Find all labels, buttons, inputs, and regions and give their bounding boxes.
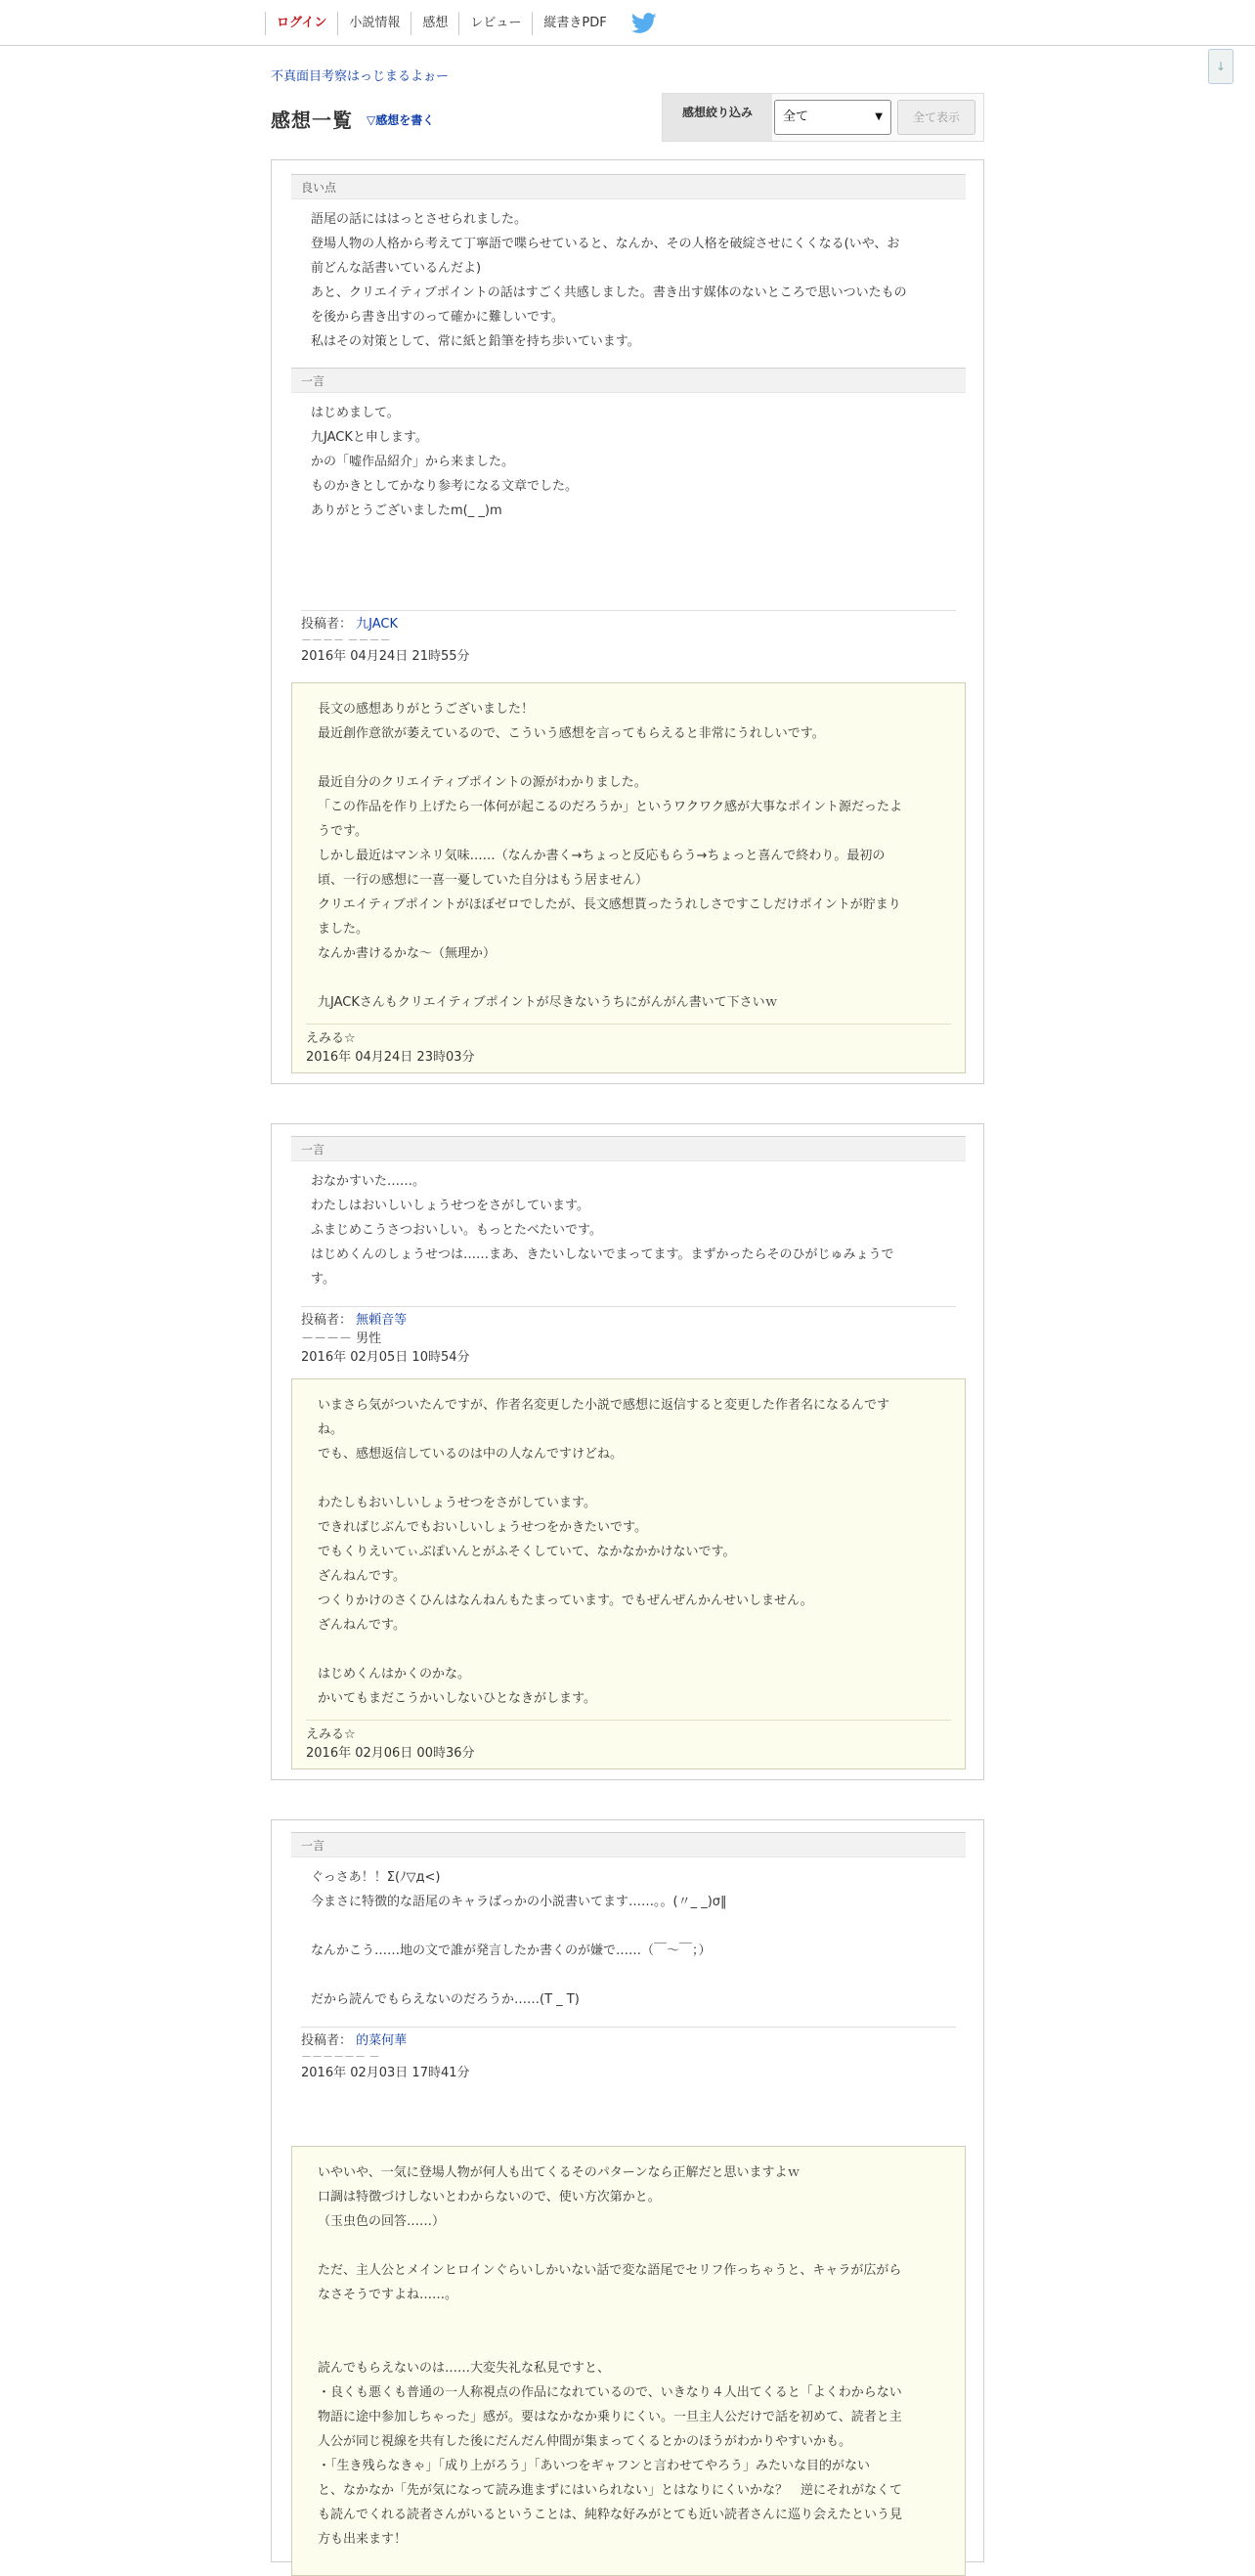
reply-line (318, 1637, 965, 1662)
posted-by-label: 投稿者： (301, 1313, 353, 1328)
reply-footer (306, 1024, 951, 1067)
nav-impressions[interactable]: 感想 (411, 12, 458, 35)
nav-login[interactable]: ログイン (265, 12, 337, 35)
reply-line: でもくりえいてぃぶぽいんとがふそくしていて、なかなかかけないです。 (318, 1545, 736, 1559)
reply-line: ざんねんです。 (318, 1618, 406, 1633)
comment-card (271, 1123, 984, 1780)
comment-line: あと、クリエイティブポイントの話はすごく共感しました。書き出す媒体のないところで思いついたもの (311, 285, 907, 300)
reply-line (318, 746, 965, 770)
comment-line: ものかきとしてかなり参考になる文章でした。 (311, 479, 579, 494)
reply-line: うです。 (318, 824, 368, 839)
reply-line: ね。 (318, 1422, 344, 1437)
comment-line: す。 (311, 1272, 335, 1287)
comment-line: わたしはおいしいしょうせつをさがしています。 (311, 1199, 589, 1213)
reply-line (318, 966, 965, 990)
comment-line: を後から書き出すのって確かに難しいです。 (311, 310, 564, 325)
author-meta: －－－－ 男性 (301, 1332, 382, 1346)
reply-author: えみる☆ (306, 1031, 356, 1046)
author-link[interactable]: 的菜何華 (356, 2033, 408, 2048)
comment-card (271, 1819, 984, 2562)
write-impression-link[interactable]: ▽感想を書く (367, 113, 435, 127)
top-navigation (0, 0, 1255, 46)
reply-line: 頃、一行の感想に一喜一憂していた自分はもう居ません） (318, 873, 649, 888)
reply-line (318, 2234, 965, 2258)
comment-line: なんかこう……地の文で誰が発言したか書くのが嫌で……（￣～￣；） (311, 1943, 712, 1958)
author-link[interactable]: 九JACK (356, 617, 399, 632)
reply-line: なんか書けるかな～（無理か） (318, 946, 497, 961)
reply-line: 読んでもらえないのは……大変失礼な私見ですと、 (318, 2361, 611, 2376)
comment-line: おなかすいた……。 (311, 1174, 426, 1189)
reply-line: わたしもおいしいしょうせつをさがしています。 (318, 1496, 596, 1510)
reply-line (318, 2307, 965, 2332)
reply-line: 最近自分のクリエイティブポイントの源がわかりました。 (318, 775, 647, 790)
section-heading: 一言 (291, 1832, 966, 1857)
filter-select[interactable] (774, 100, 891, 135)
reply-line: 方も出来ます！ (318, 2532, 408, 2547)
comment-date: 2016年 02月05日 10時54分 (301, 1350, 470, 1365)
reply-line: 長文の感想ありがとうございました！ (318, 702, 535, 717)
reply-line: はじめくんはかくのかな。 (318, 1667, 471, 1681)
comment-line (311, 1914, 966, 1939)
nav-novel-info[interactable]: 小説情報 (337, 12, 411, 35)
author-meta: －－－－－－ － (301, 2050, 380, 2063)
section-heading: 一言 (291, 1136, 966, 1161)
reply-line: いやいや、一気に登場人物が何人も出てくるそのパターンなら正解だと思いますよｗ (318, 2165, 801, 2180)
author-block (301, 2027, 956, 2082)
reply-line: ざんねんです。 (318, 1569, 406, 1584)
chevron-down-icon: ▼ (875, 111, 883, 122)
comment-line: 私はその対策として、常に紙と鉛筆を持ち歩いています。 (311, 334, 640, 349)
author-block (301, 610, 956, 666)
reply-line (318, 2332, 965, 2356)
posted-by-label: 投稿者： (301, 2033, 353, 2048)
comment-line: だから読んでもらえないのだろうか……(T _ T) (311, 1992, 580, 2007)
reply-date: 2016年 04月24日 23時03分 (306, 1050, 475, 1065)
reply-line: も読んでくれる読者さんがいるということは、純粋な好みがとても近い読者さんに巡り会えたという見 (318, 2508, 903, 2522)
author-meta: －－－－ －－－－ (301, 633, 391, 646)
reply-line: ・「生き残らなきゃ」「成り上がろう」「あいつをギャフンと言わせてやろう」みたいな目的がない (318, 2459, 870, 2473)
twitter-icon[interactable] (631, 12, 657, 35)
section-body (291, 393, 966, 523)
author-reply (291, 682, 966, 1073)
reply-line: ました。 (318, 922, 369, 937)
reply-author: えみる☆ (306, 1727, 356, 1742)
reply-line: 九JACKさんもクリエイティブポイントが尽きないうちにがんがん書いて下さいｗ (318, 995, 778, 1010)
reply-line: ただ、主人公とメインヒロインぐらいしかいない話で変な語尾でセリフ作っちゃうと、キャラが広がら (318, 2263, 902, 2278)
reply-line: 人公が同じ視線を共有した後にだんだん仲間が集まってくるとかのほうがわかりやすいかも。 (318, 2434, 852, 2449)
comment-date: 2016年 04月24日 21時55分 (301, 649, 470, 664)
scroll-down-button[interactable]: ↓ (1208, 49, 1233, 84)
filter-box (662, 93, 984, 142)
comment-line: 登場人物の人格から考えて丁寧語で喋らせていると、なんか、その人格を破綻させにくくなる(いや、お (311, 237, 900, 251)
author-reply (291, 2146, 966, 2576)
section-heading: 一言 (291, 368, 966, 393)
reply-line: いまさら気がついたんですが、作者名変更した小説で感想に返信すると変更した作者名になるんです (318, 1398, 890, 1413)
reply-line: しかし最近はマンネリ気味……（なんか書く→ちょっと反応もらう→ちょっと喜んで終わり。最初の (318, 849, 886, 863)
reply-line: できればじぶんでもおいしいしょうせつをかきたいです。 (318, 1520, 647, 1535)
section-body (291, 199, 966, 368)
author-link[interactable]: 無頼音等 (356, 1313, 408, 1328)
reply-line: （玉虫色の回答……） (318, 2214, 446, 2229)
reply-line: ・良くも悪くも普通の一人称視点の作品になれているので、いきなり４人出てくると「よくわからない (318, 2385, 902, 2400)
comment-line: 九JACKと申します。 (311, 430, 428, 445)
reply-line: 最近創作意欲が萎えているので、こういう感想を言ってもらえると非常にうれしいです。 (318, 726, 825, 741)
reply-line: 物語に途中参加しちゃった」感が。要はなかなか乗りにくい。一旦主人公だけで話を初めて、読者と主 (318, 2410, 902, 2424)
nav-vertical-pdf[interactable]: 縦書きPDF (532, 12, 617, 35)
filter-selected-value: 全て (783, 109, 809, 124)
comment-card (271, 159, 984, 1084)
novel-title-link[interactable]: 不真面目考察はっじまるよぉー (271, 69, 450, 84)
page-title: 感想一覧 (271, 109, 353, 132)
comment-line: 今まさに特徴的な語尾のキャラばっかの小説書いてます……。。(〃_ _)σ‖ (311, 1895, 727, 1909)
section-body (291, 1161, 966, 1291)
reply-line: なさそうですよね……。 (318, 2288, 458, 2302)
reply-line: かいてもまだこうかいしないひとなきがします。 (318, 1691, 596, 1706)
comment-line: ありがとうございましたm(_ _)m (311, 503, 502, 518)
comment-line: はじめくんのしょうせつは……まあ、きたいしないでまってます。まずかったらそのひがじゅみょうで (311, 1247, 894, 1262)
reply-line: 口調は特徴づけしないとわからないので、使い方次第かと。 (318, 2190, 661, 2205)
author-reply (291, 1378, 966, 1769)
reply-date: 2016年 02月06日 00時36分 (306, 1746, 475, 1761)
reply-line: と、なかなか「先が気になって読み進まずにはいられない」とはなりにくいかな？ 逆にそれがなくて (318, 2483, 903, 2498)
show-all-button[interactable]: 全て表示 (897, 100, 975, 135)
section-heading: 良い点 (291, 174, 966, 199)
section-body (291, 1857, 966, 2012)
author-block (301, 1306, 956, 1367)
nav-review[interactable]: レビュー (458, 12, 532, 35)
reply-footer (306, 1720, 951, 1763)
reply-line (318, 1466, 965, 1491)
reply-line: でも、感想返信しているのは中の人なんですけどね。 (318, 1447, 624, 1462)
filter-label: 感想絞り込み (663, 94, 772, 141)
comment-line: かの「嘘作品紹介」から来ました。 (311, 455, 515, 469)
comment-line: はじめまして。 (311, 406, 400, 420)
comment-line: ぐっさあ！！Σ(ﾉ▽д<) (311, 1870, 441, 1885)
reply-line: クリエイティブポイントがほぼゼロでしたが、長文感想貰ったうれしさですこしだけポイントが貯まり (318, 897, 901, 912)
comment-date: 2016年 02月03日 17時41分 (301, 2066, 470, 2080)
reply-line: 「この作品を作り上げたら一体何が起こるのだろうか」というワクワク感が大事なポイント源だったよ (318, 800, 903, 814)
posted-by-label: 投稿者： (301, 617, 353, 632)
comment-line: ふまじめこうさつおいしい。もっとたべたいです。 (311, 1223, 602, 1238)
comment-line: 語尾の話にははっとさせられました。 (311, 212, 528, 227)
reply-line: つくりかけのさくひんはなんねんもたまっています。でもぜんぜんかんせいしません。 (318, 1594, 813, 1608)
comment-line: 前どんな話書いているんだよ) (311, 261, 482, 276)
comment-line (311, 1963, 966, 1987)
